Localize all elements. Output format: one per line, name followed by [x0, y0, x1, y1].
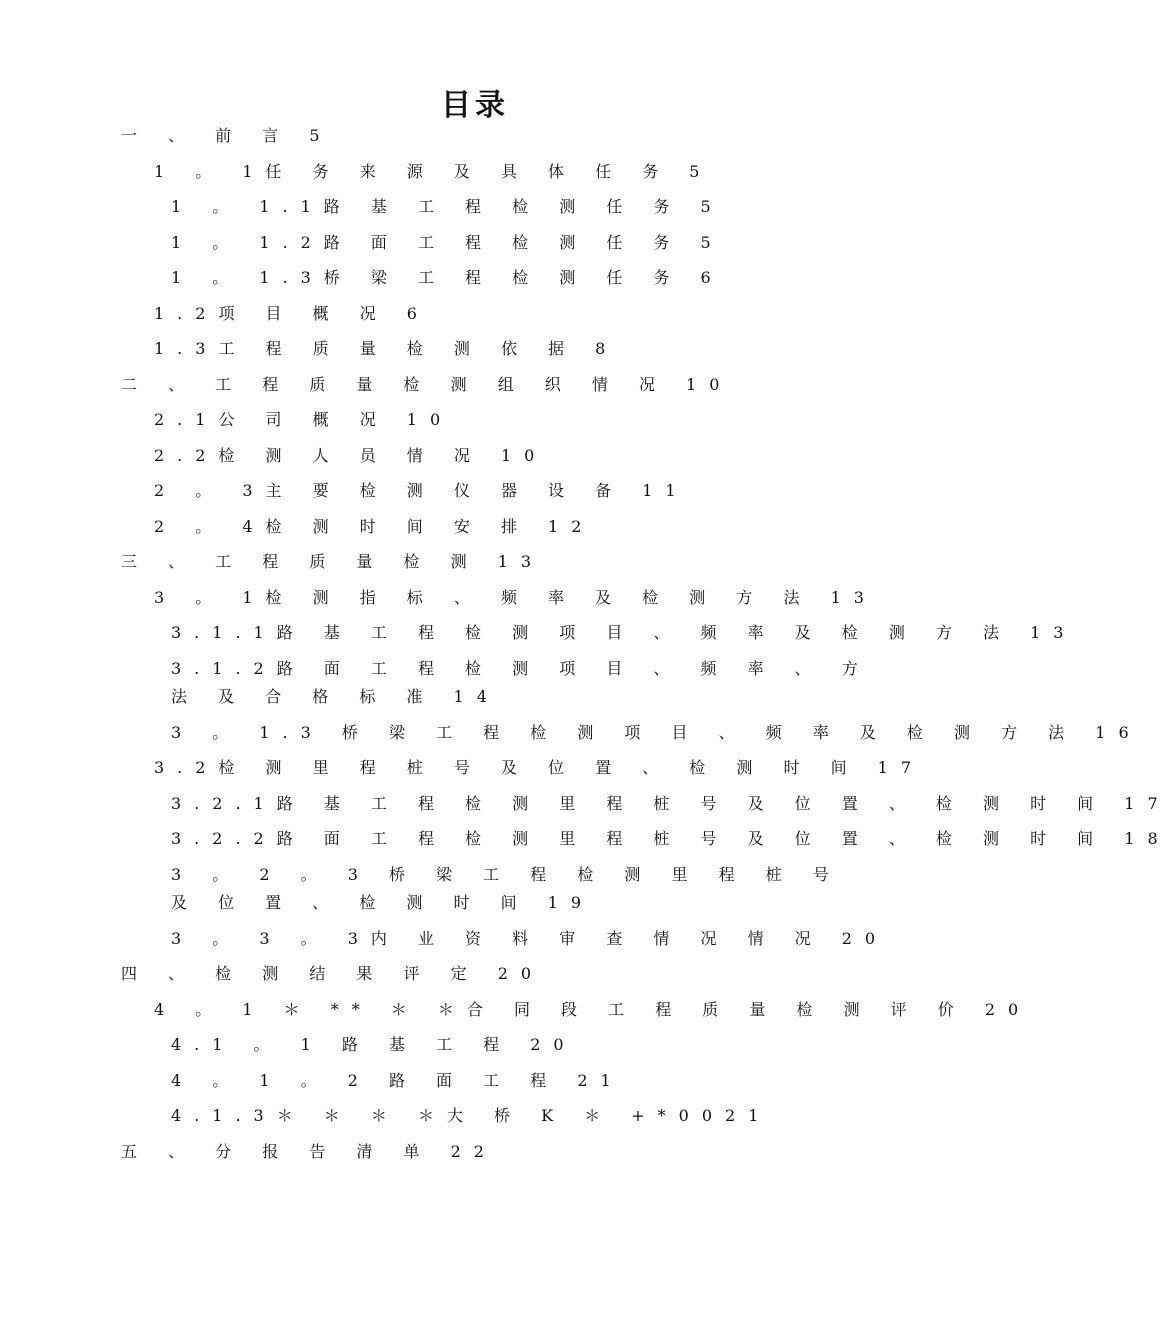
toc-entry-3-2-3: 3 。 2 。 3 桥 梁 工 程 检 测 里 程 桩 号 及 位 置 、 检 测 时 间 19: [171, 865, 842, 912]
toc-entry-2-4: 2 。 4检 测 时 间 安 排 12: [154, 517, 595, 536]
toc-entry-1-3: 1.3工 程 质 量 检 测 依 据 8: [154, 339, 619, 358]
toc-entry-section-1: 一 、 前 言 5: [121, 126, 333, 145]
toc-entry-3-2-2: 3.2.2路 面 工 程 检 测 里 程 桩 号 及 位 置 、 检 测 时 间 18: [171, 829, 1171, 848]
toc-entry-3-2-1: 3.2.1路 基 工 程 检 测 里 程 桩 号 及 位 置 、 检 测 时 间 17: [171, 794, 1171, 813]
toc-entry-4-1-1: 4.1 。 1 路 基 工 程 20: [171, 1035, 577, 1054]
toc-entry-section-5: 五 、 分 报 告 清 单 22: [121, 1142, 497, 1161]
toc-entry-3-1-3: 3 。 1.3 桥 梁 工 程 检 测 项 目 、 频 率 及 检 测 方 法 16: [171, 723, 1142, 742]
toc-entry-section-2: 二 、 工 程 质 量 检 测 组 织 情 况 10: [121, 375, 733, 394]
toc-entry-1-2: 1.2项 目 概 况 6: [154, 304, 430, 323]
toc-entry-3-1: 3 。 1检 测 指 标 、 频 率 及 检 测 方 法 13: [154, 588, 877, 607]
toc-entry-2-2: 2.2检 测 人 员 情 况 10: [154, 446, 548, 465]
toc-entry-4-1-2: 4 。 1 。 2 路 面 工 程 21: [171, 1071, 624, 1090]
page-title: 目录: [441, 88, 509, 123]
toc-entry-1-1-1: 1 。 1.1路 基 工 程 检 测 任 务 5: [171, 197, 724, 216]
toc-entry-section-4: 四 、 检 测 结 果 评 定 20: [121, 964, 545, 983]
toc-entry-3-1-1: 3.1.1路 基 工 程 检 测 项 目 、 频 率 及 检 测 方 法 13: [171, 623, 1077, 642]
toc-entry-1-1: 1 。 1任 务 来 源 及 具 体 任 务 5: [154, 162, 713, 181]
toc-entry-3-3-3: 3 。 3 。 3内 业 资 料 审 查 情 况 情 况 20: [171, 929, 889, 948]
toc-entry-section-3: 三 、 工 程 质 量 检 测 13: [121, 552, 545, 571]
toc-entry-4-1-3: 4.1.3＊ ＊ ＊ ＊大 桥 K ＊ +*0021: [171, 1106, 772, 1125]
toc-entry-2-1: 2.1公 司 概 况 10: [154, 410, 454, 429]
toc-entry-1-1-2: 1 。 1.2路 面 工 程 检 测 任 务 5: [171, 233, 724, 252]
toc-entry-3-1-2: 3.1.2路 面 工 程 检 测 项 目 、 频 率 、 方 法 及 合 格 标 准 14: [171, 659, 871, 706]
toc-entry-3-2: 3.2检 测 里 程 桩 号 及 位 置 、 检 测 时 间 17: [154, 758, 925, 777]
toc-entry-1-1-3: 1 。 1.3桥 梁 工 程 检 测 任 务 6: [171, 268, 724, 287]
toc-entry-2-3: 2 。 3主 要 检 测 仪 器 设 备 11: [154, 481, 689, 500]
toc-entry-4-1: 4 。 1 ＊ ** ＊ ＊合 同 段 工 程 质 量 检 测 评 价 20: [154, 1000, 1032, 1019]
